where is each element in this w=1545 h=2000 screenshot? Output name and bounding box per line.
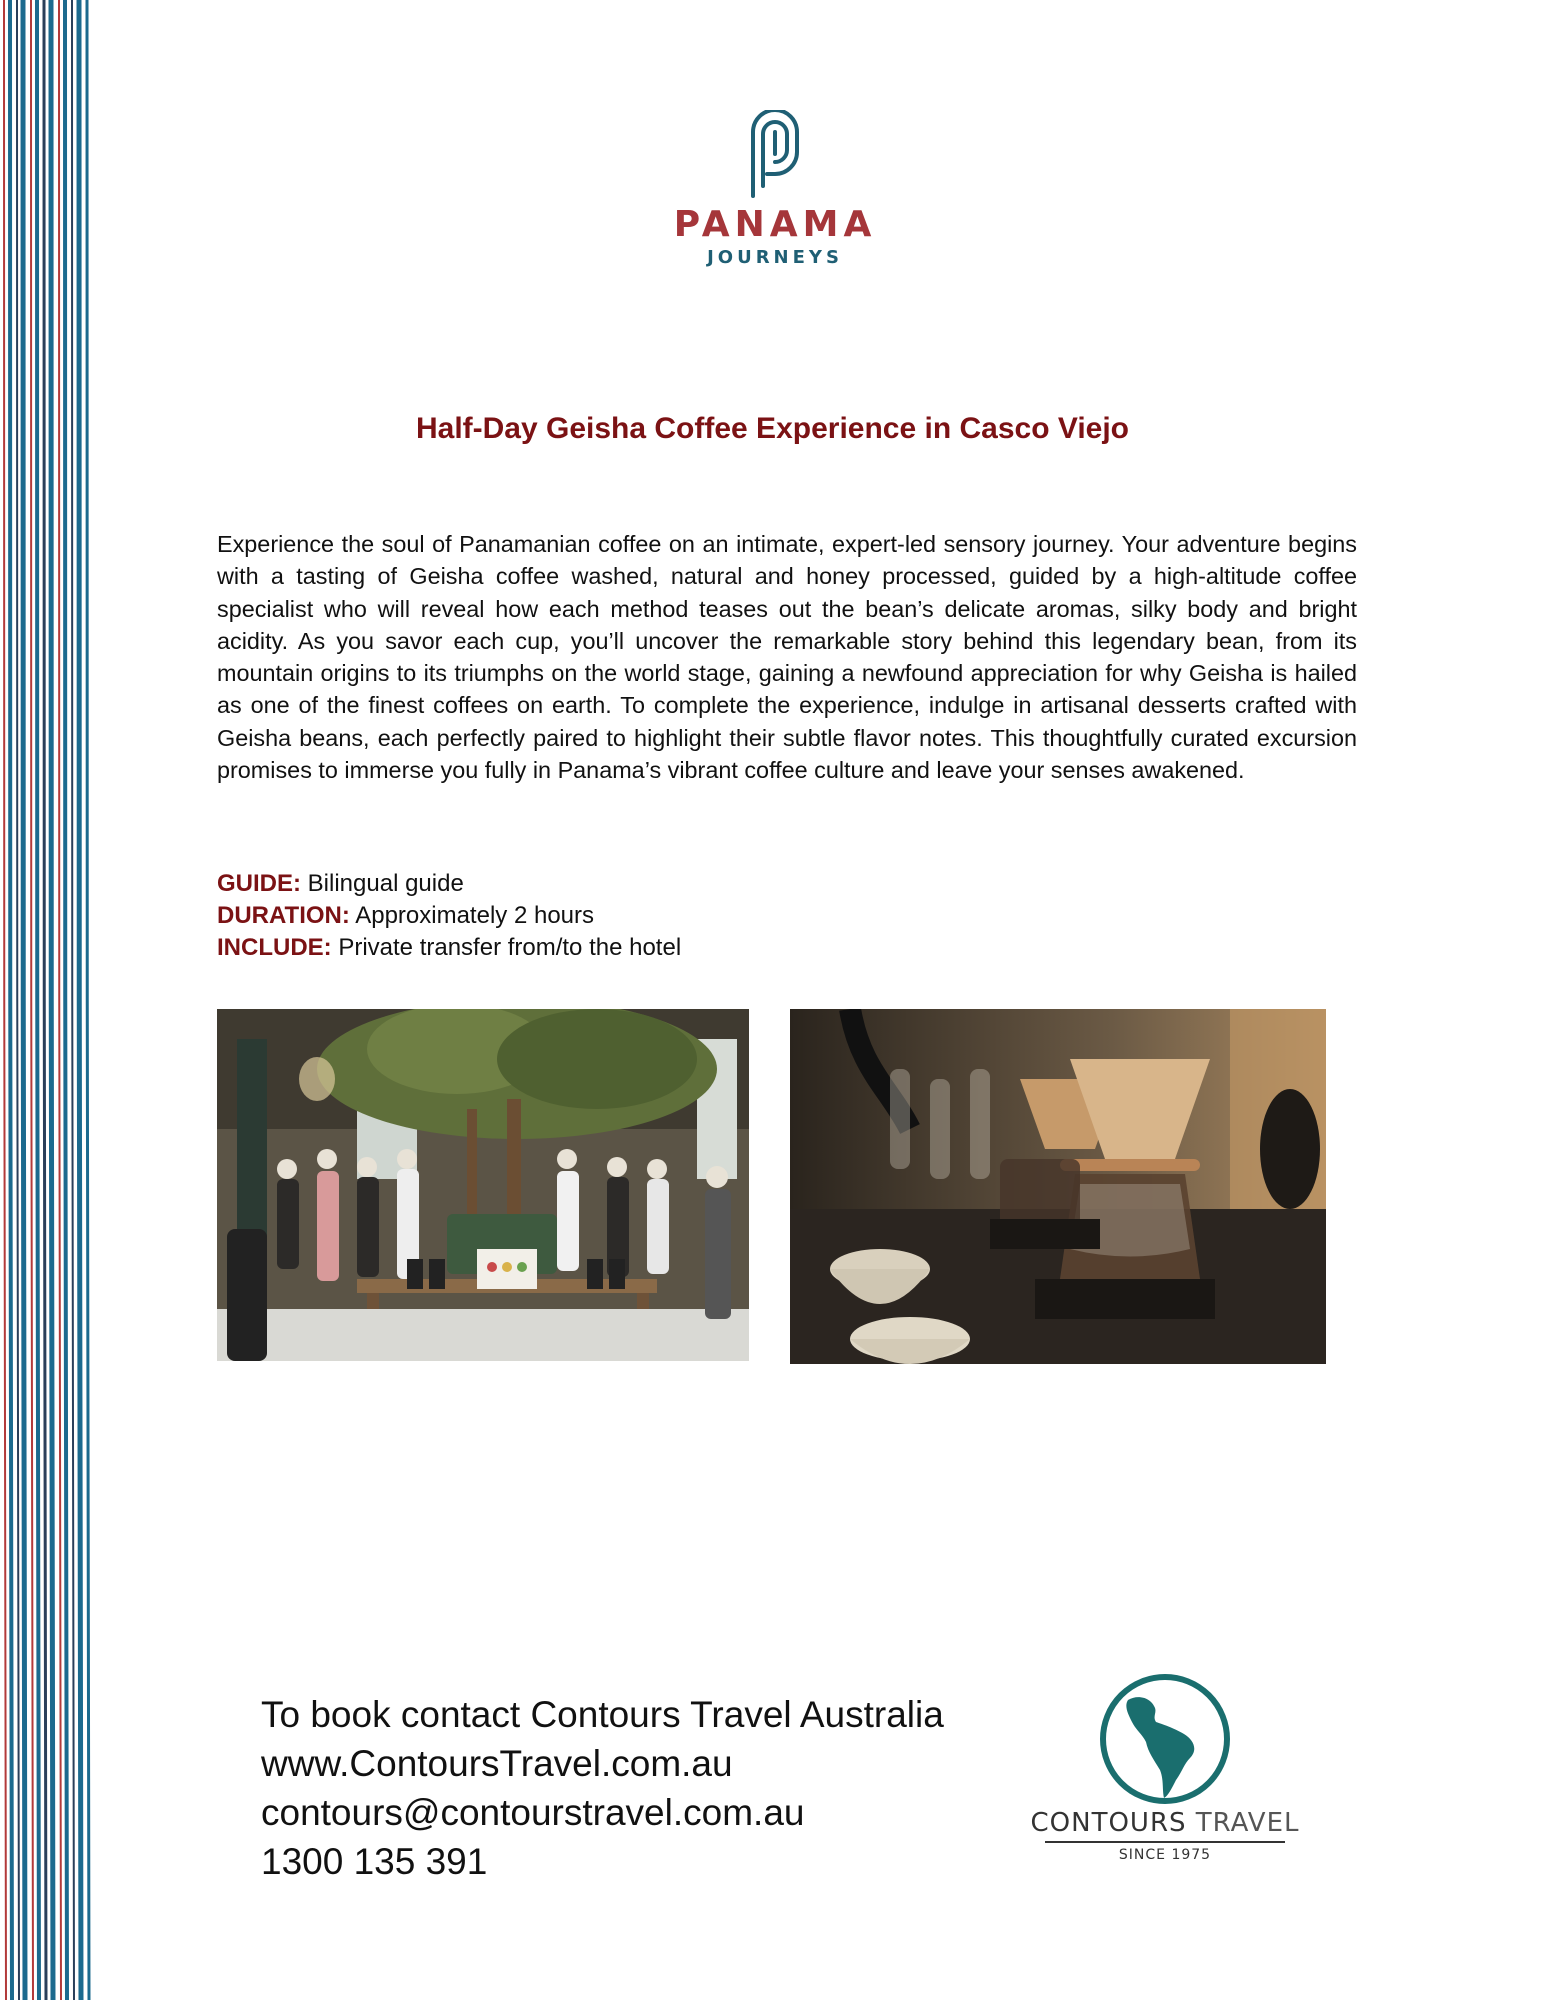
contours-logo-word2: TRAVEL — [1195, 1808, 1300, 1838]
panama-journeys-logo — [660, 110, 890, 290]
logo-text-journeys: JOURNEYS — [707, 247, 843, 268]
description-paragraph: Experience the soul of Panamanian coffee on an intimate, expert-led sensory journey. Your adventure begins with a tasting of Geisha coffee washed, natural and honey processed, guided by a high-altitude coffee specialist who will reveal how each method teases out the bean’s delicate aromas, silky body and bright acidity. As you savor each cup, you’ll uncover the remarkable story behind this legendary bean, from its mountain origins to its triumphs on the world stage, gaining a newfound appreciation for why Geisha is hailed as one of the finest coffees on earth. To complete the experience, indulge in artisanal desserts crafted with Geisha beans, each perfectly paired to highlight their subtle flavor notes. This thoughtfully curated excursion promises to immerse you fully in Panama’s vibrant coffee culture and leave your senses awakened. — [217, 531, 1357, 784]
contours-logo-word1: CONTOURS — [1030, 1808, 1187, 1838]
page-title: Half-Day Geisha Coffee Experience in Casco Viejo — [415, 412, 1130, 445]
contact-website-link[interactable]: www.ContoursTravel.com.au — [261, 1743, 733, 1784]
logo-divider — [1045, 1841, 1285, 1843]
contact-phone[interactable]: 1300 135 391 — [261, 1841, 488, 1882]
contact-email-link[interactable]: contours@contourstravel.com.au — [261, 1792, 805, 1833]
detail-include-label: INCLUDE: — [217, 934, 332, 961]
tour-details — [217, 868, 681, 964]
booking-contact — [261, 1690, 944, 1886]
detail-guide — [217, 868, 681, 900]
decorative-stripes — [0, 0, 100, 2000]
detail-guide-value: Bilingual guide — [307, 870, 464, 897]
detail-include — [217, 932, 681, 964]
detail-include-value: Private transfer from/to the hotel — [338, 934, 682, 961]
south-america-globe-icon — [1098, 1672, 1232, 1806]
photo-coffee-tasting-group — [217, 1009, 749, 1361]
detail-duration — [217, 900, 681, 932]
detail-duration-label: DURATION: — [217, 902, 350, 929]
panama-journeys-emblem-icon — [745, 110, 805, 200]
photo-pour-over-coffee — [790, 1009, 1326, 1364]
contours-logo-wordmark — [1025, 1808, 1305, 1838]
contours-travel-logo — [1025, 1672, 1305, 1882]
detail-guide-label: GUIDE: — [217, 870, 301, 897]
detail-duration-value: Approximately 2 hours — [355, 902, 594, 929]
contact-heading: To book contact Contours Travel Australia — [261, 1694, 944, 1735]
contours-logo-since: SINCE 1975 — [1118, 1847, 1212, 1863]
logo-text-panama: PANAMA — [673, 204, 877, 245]
